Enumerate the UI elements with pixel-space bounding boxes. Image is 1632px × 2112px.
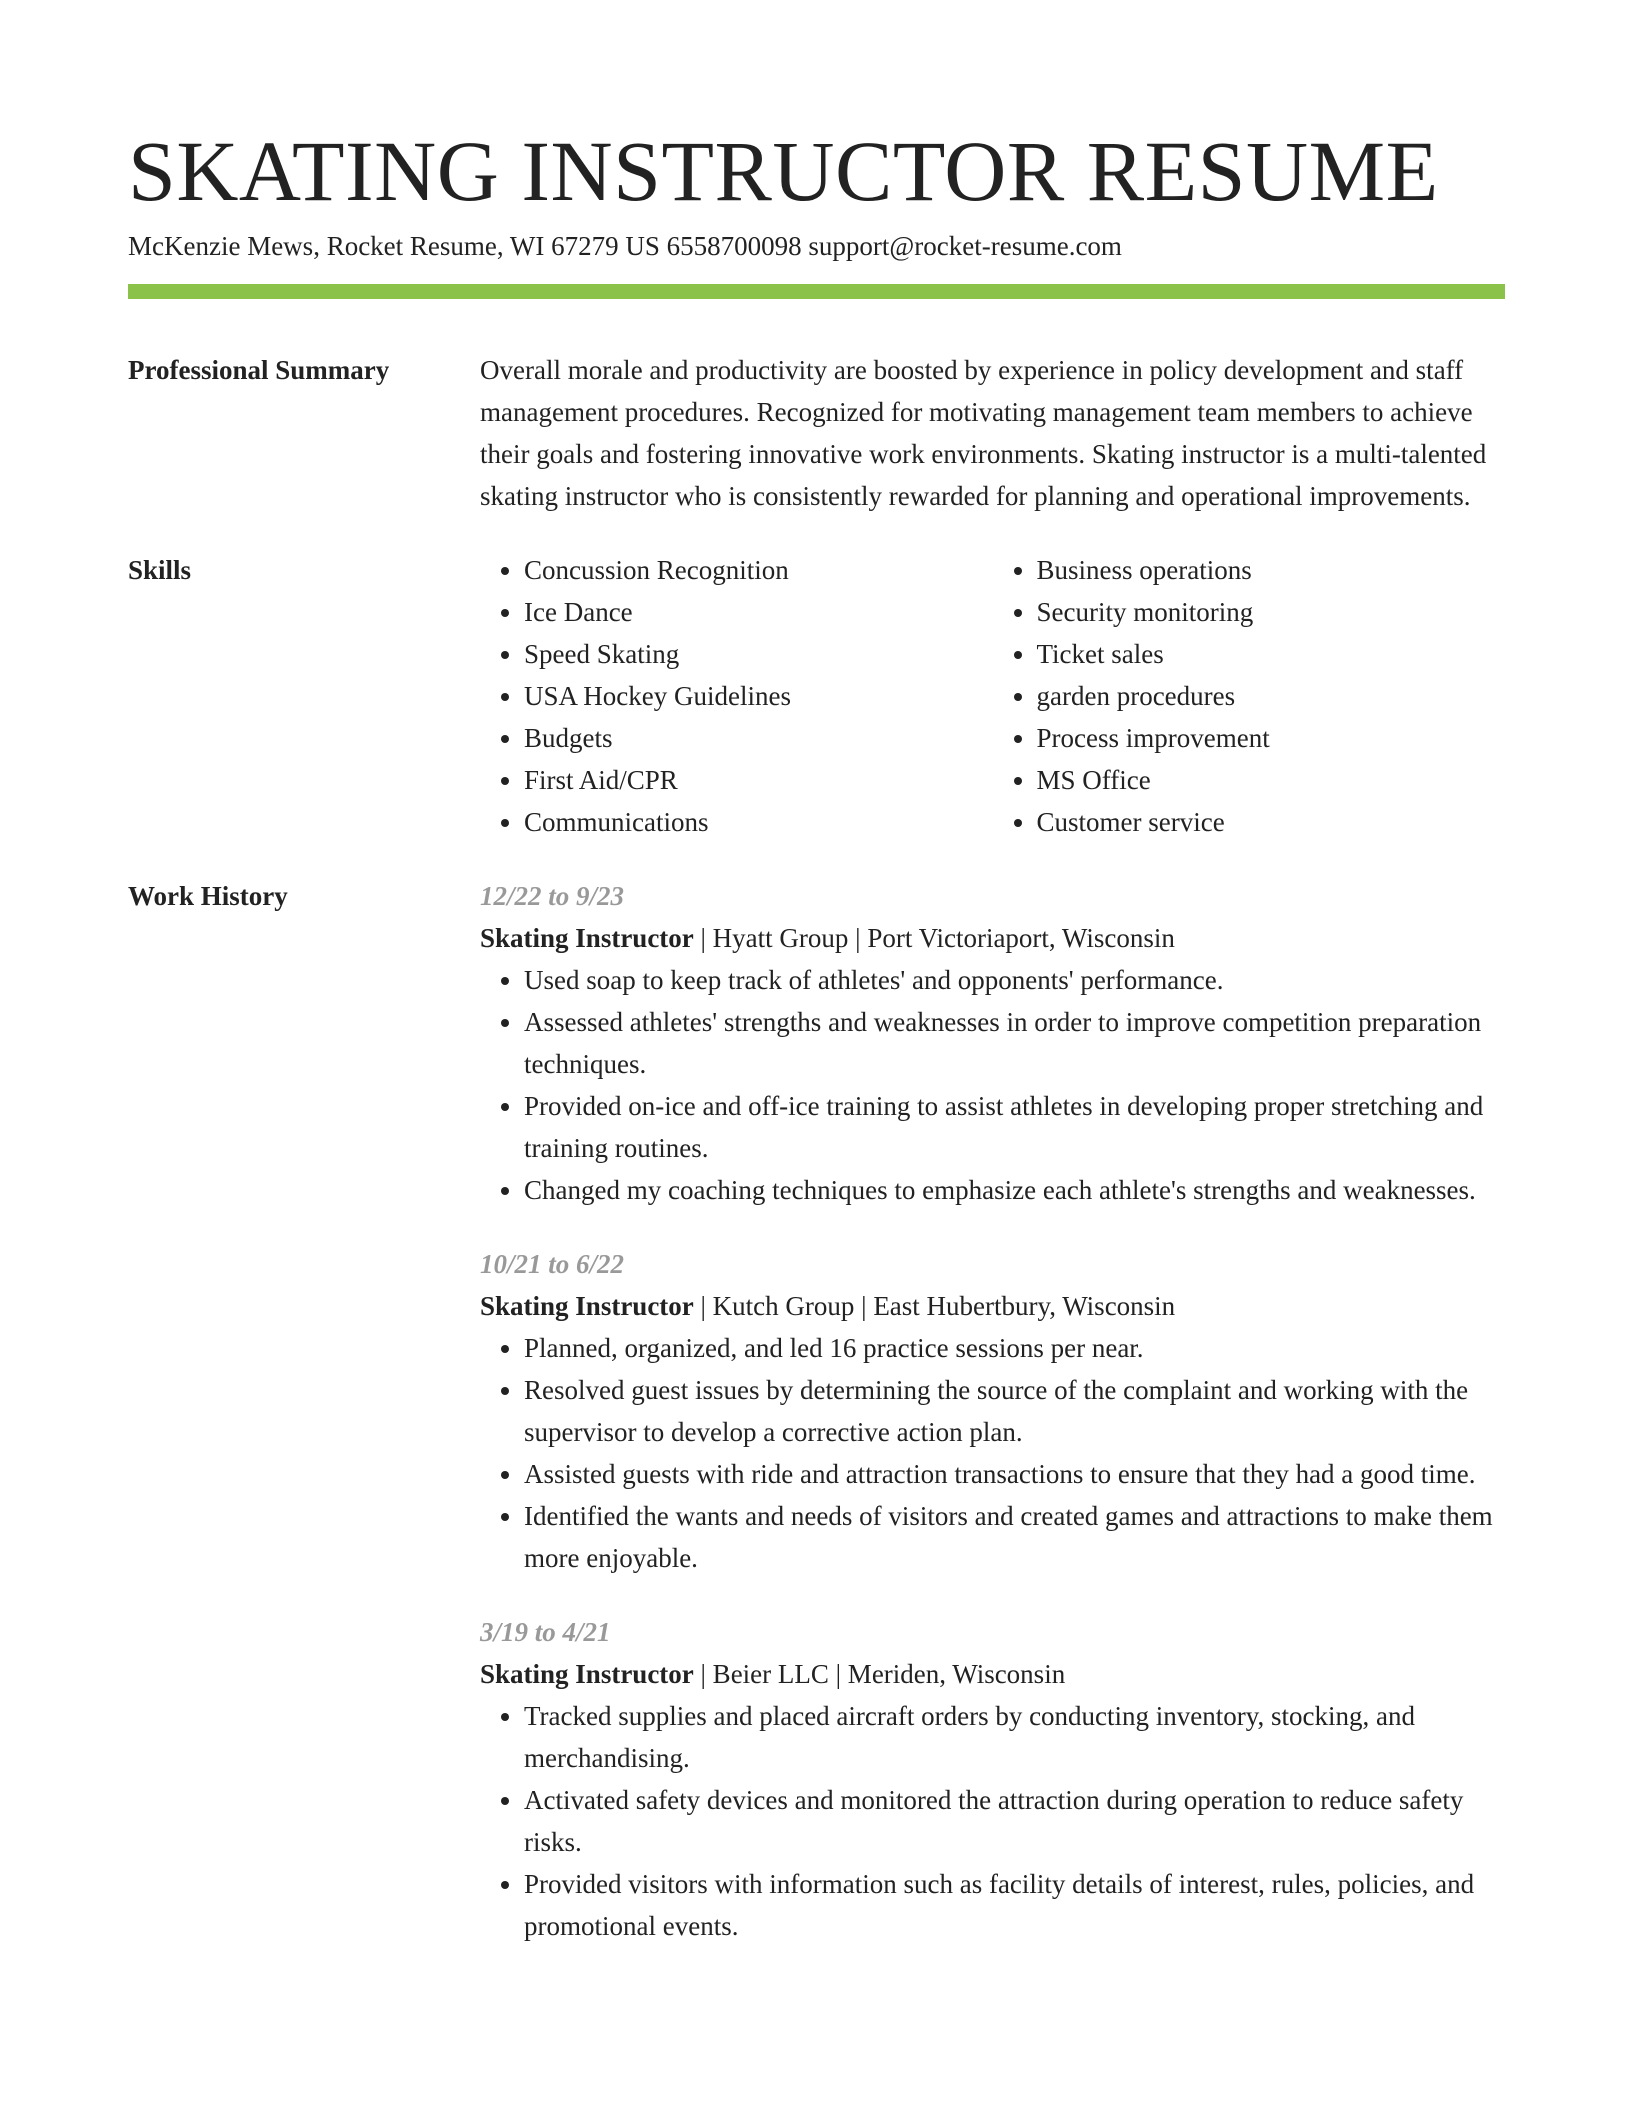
summary-text: Overall morale and productivity are boosted by experience in policy development and staff management procedures. Recognized for motivating management team members to achieve their goals and fostering innovative work environments. Skating instructor is a multi-talented skating instructor who is consistently rewarded for planning and operational improvements.: [480, 355, 1487, 511]
job-bullet: • Provided visitors with information such as facility details of interest, rules, policies, and promotional events.: [524, 1863, 1505, 1947]
contact-line: McKenzie Mews, Rocket Resume, WI 67279 US 6558700098 support@rocket-resume.com: [128, 231, 1122, 261]
job-entry: [480, 1243, 1505, 1579]
skill-item: • Communications: [524, 801, 993, 843]
skills-list-left: [480, 549, 993, 843]
resume-title: SKATING INSTRUCTOR RESUME: [128, 123, 1439, 219]
skill-item: • Speed Skating: [524, 633, 993, 675]
job-bullet: • Assessed athletes' strengths and weaknesses in order to improve competition preparation techniques.: [524, 1001, 1505, 1085]
skill-item: • MS Office: [1037, 759, 1506, 801]
job-dates: 10/21 to 6/22: [480, 1249, 625, 1279]
skills-columns: [480, 549, 1505, 843]
job-bullets: [480, 959, 1505, 1211]
job-details: | Hyatt Group | Port Victoriaport, Wisconsin: [693, 923, 1175, 953]
skills-section: [128, 549, 1505, 843]
section-label-work: Work History: [128, 881, 288, 911]
job-entry: [480, 875, 1505, 1211]
job-bullet: • Activated safety devices and monitored the attraction during operation to reduce safety risks.: [524, 1779, 1505, 1863]
skill-item: • Concussion Recognition: [524, 549, 993, 591]
job-bullet: • Identified the wants and needs of visitors and created games and attractions to make them more enjoyable.: [524, 1495, 1505, 1579]
job-bullet: • Used soap to keep track of athletes' and opponents' performance.: [524, 959, 1505, 1001]
accent-divider: [128, 284, 1505, 299]
job-bullet: • Planned, organized, and led 16 practice sessions per near.: [524, 1327, 1505, 1369]
job-bullet: • Resolved guest issues by determining the source of the complaint and working with the supervisor to develop a corrective action plan.: [524, 1369, 1505, 1453]
job-title: Skating Instructor: [480, 1291, 694, 1321]
job-entry: [480, 1611, 1505, 1947]
skill-item: • Security monitoring: [1037, 591, 1506, 633]
job-details: | Beier LLC | Meriden, Wisconsin: [693, 1659, 1066, 1689]
skill-item: • Business operations: [1037, 549, 1506, 591]
job-title: Skating Instructor: [480, 1659, 694, 1689]
job-bullets: [480, 1327, 1505, 1579]
skill-item: • Process improvement: [1037, 717, 1506, 759]
job-dates: 12/22 to 9/23: [480, 881, 625, 911]
skill-item: • Ice Dance: [524, 591, 993, 633]
skill-item: • Budgets: [524, 717, 993, 759]
job-heading: [480, 1285, 1505, 1327]
skill-item: • First Aid/CPR: [524, 759, 993, 801]
professional-summary-section: [128, 349, 1505, 517]
skill-item: • Customer service: [1037, 801, 1506, 843]
job-heading: [480, 917, 1505, 959]
section-label-summary: Professional Summary: [128, 355, 390, 385]
skill-item: • Ticket sales: [1037, 633, 1506, 675]
skill-item: • garden procedures: [1037, 675, 1506, 717]
work-history-section: [128, 875, 1505, 1947]
job-dates: 3/19 to 4/21: [480, 1617, 611, 1647]
job-bullet: • Assisted guests with ride and attraction transactions to ensure that they had a good time.: [524, 1453, 1505, 1495]
job-bullet: • Provided on-ice and off-ice training to assist athletes in developing proper stretching and training routines.: [524, 1085, 1505, 1169]
section-label-skills: Skills: [128, 555, 192, 585]
job-bullets: [480, 1695, 1505, 1947]
job-bullet: • Changed my coaching techniques to emphasize each athlete's strengths and weaknesses.: [524, 1169, 1505, 1211]
job-bullet: • Tracked supplies and placed aircraft orders by conducting inventory, stocking, and merchandising.: [524, 1695, 1505, 1779]
skill-item: • USA Hockey Guidelines: [524, 675, 993, 717]
skills-list-right: [993, 549, 1506, 843]
job-title: Skating Instructor: [480, 923, 694, 953]
job-details: | Kutch Group | East Hubertbury, Wisconsin: [693, 1291, 1176, 1321]
job-heading: [480, 1653, 1505, 1695]
